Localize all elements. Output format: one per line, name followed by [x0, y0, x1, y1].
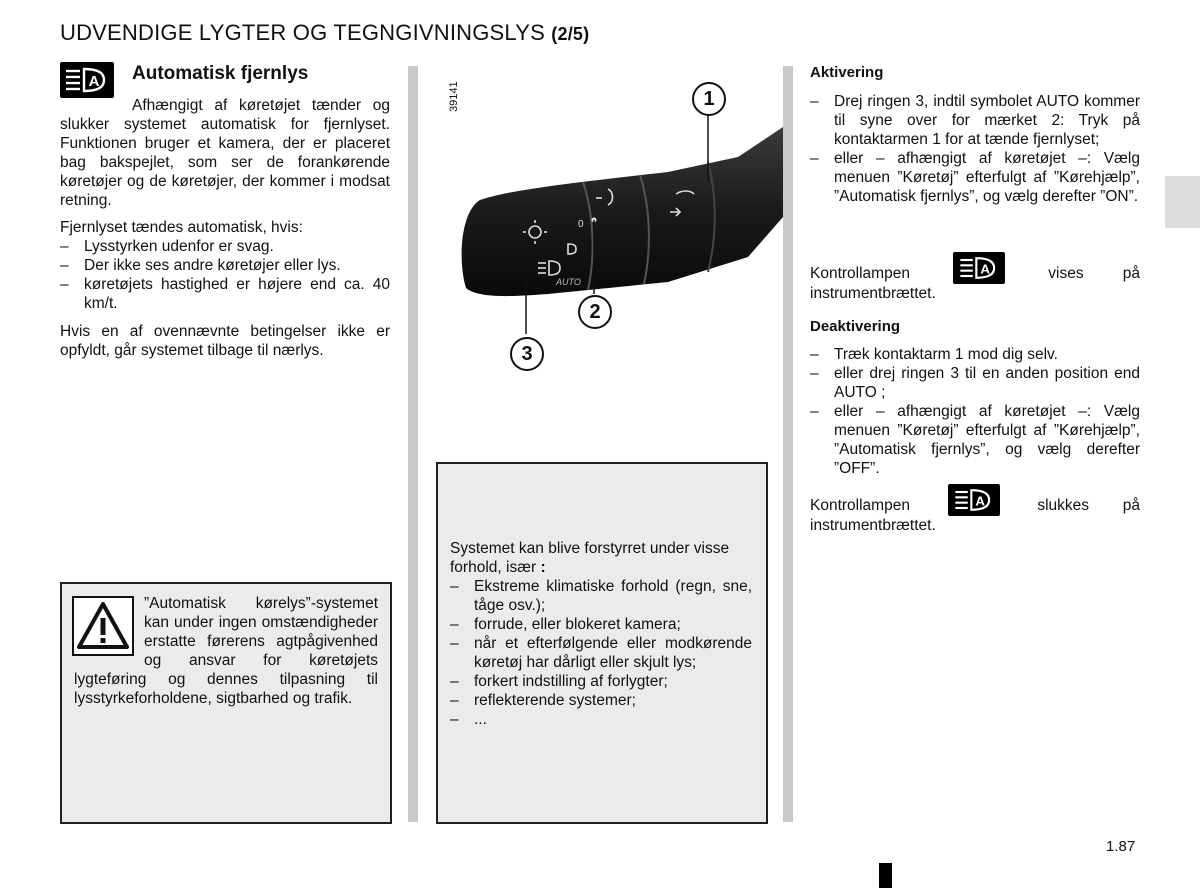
list-item: – Lysstyrken udenfor er svag.	[60, 237, 390, 256]
list-item: – ...	[450, 710, 752, 729]
intro-paragraph: Afhængigt af køretøjet tænder og slukker systemet automatisk for fjernlyset. Funktionen bruger et kamera, der er placeret bag bakspejlet, som ser de forankørende køretøjer og de køretøjer, der kommer i modsat retning.	[60, 97, 390, 209]
lamp-off-paragraph	[810, 484, 1140, 535]
activation-title: Aktivering	[810, 64, 884, 81]
list-item: – køretøjets hastighed er højere end ca. 40 km/t.	[60, 275, 390, 313]
callout-1: 1	[692, 82, 726, 116]
title-part: (2/5)	[551, 24, 590, 44]
page-edge-marker	[879, 863, 892, 888]
lamp-off-post: slukkes på instrumentbrættet.	[810, 497, 1140, 534]
lamp-on-post: vises på instrumentbrættet.	[810, 265, 1140, 302]
list-item: – reflekterende systemer;	[450, 691, 752, 710]
lamp-on-paragraph	[810, 252, 1140, 303]
list-item: – forrude, eller blokeret kamera;	[450, 615, 752, 634]
auto-high-beam-icon	[60, 62, 114, 98]
warning-box	[60, 582, 392, 824]
deactivation-title: Deaktivering	[810, 318, 901, 335]
stalk-illustration	[418, 62, 783, 452]
stalk-mark-auto: AUTO	[556, 277, 581, 287]
note-lead-text: Systemet kan blive forstyrret under visse forhold, især	[450, 540, 730, 576]
svg-text:A: A	[975, 493, 985, 509]
title-text: UDVENDIGE LYGTER OG TEGNGIVNINGSLYS	[60, 20, 545, 45]
fallback-paragraph: Hvis en af ovennævnte betingelser ikke er opfyldt, går systemet tilbage til nærlys.	[60, 323, 390, 359]
svg-text:A: A	[88, 73, 100, 90]
deactivation-list	[810, 345, 1140, 478]
note-lead	[450, 539, 752, 577]
list-item: – forkert indstilling af forlygter;	[450, 672, 752, 691]
page-number: 1.87	[1106, 838, 1136, 855]
list-item: – Ekstreme klimatiske forhold (regn, sne, tåge osv.);	[450, 577, 752, 615]
activation-list	[810, 92, 1140, 206]
list-item: – Drej ringen 3, indtil symbolet AUTO kommer til syne over for mærket 2: Tryk på kontaktarmen 1 for at tænde fjernlyset;	[810, 92, 1140, 149]
auto-high-beam-icon	[948, 484, 1000, 516]
list-item: – når et efterfølgende eller modkørende køretøj har dårligt eller skjult lys;	[450, 634, 752, 672]
page-title	[60, 20, 589, 46]
stalk-figure	[418, 62, 783, 452]
conditions-lead: Fjernlyset tændes automatisk, hvis:	[60, 219, 303, 236]
warning-text	[74, 594, 378, 708]
section-title: Automatisk fjernlys	[132, 63, 309, 84]
list-item: – Træk kontaktarm 1 mod dig selv.	[810, 345, 1140, 364]
warning-text-content: ”Automatisk kørelys”-systemet kan under ingen omstændigheder erstatte førerens agtpågivenhed og ansvar for køretøjets lygteføring og dennes tilpasning til lysstyrkeforholdene, sigtbarhed og trafik.	[74, 595, 378, 707]
list-item: – eller drej ringen 3 til en anden position end AUTO ;	[810, 364, 1140, 402]
column-divider-right	[783, 66, 793, 822]
stalk-mark-zero: 0	[578, 219, 584, 230]
list-item: – eller – afhængigt af køretøjet –: Vælg menuen ”Køretøj” efterfulgt af ”Kørehjælp”, ”Automatisk fjernlys”, og vælg derefter ”ON”.	[810, 149, 1140, 206]
chapter-tab	[1165, 176, 1200, 228]
list-item: – Der ikke ses andre køretøjer eller lys.	[60, 256, 390, 275]
conditions-list	[60, 237, 390, 313]
lamp-off-pre: Kontrollampen	[810, 497, 910, 514]
note-box	[436, 462, 768, 824]
figure-code: 39141	[448, 81, 460, 112]
callout-3: 3	[510, 337, 544, 371]
callout-2: 2	[578, 295, 612, 329]
list-item: – eller – afhængigt af køretøjet –: Vælg menuen ”Køretøj” efterfulgt af ”Kørehjælp”, ”Automatisk fjernlys”, og vælg derefter ”OFF”.	[810, 402, 1140, 478]
svg-text:A: A	[980, 261, 991, 277]
lamp-on-pre: Kontrollampen	[810, 265, 910, 282]
auto-high-beam-icon	[953, 252, 1005, 284]
note-lead-colon: :	[536, 559, 546, 576]
column-divider-left	[408, 66, 418, 822]
note-list	[450, 577, 752, 729]
